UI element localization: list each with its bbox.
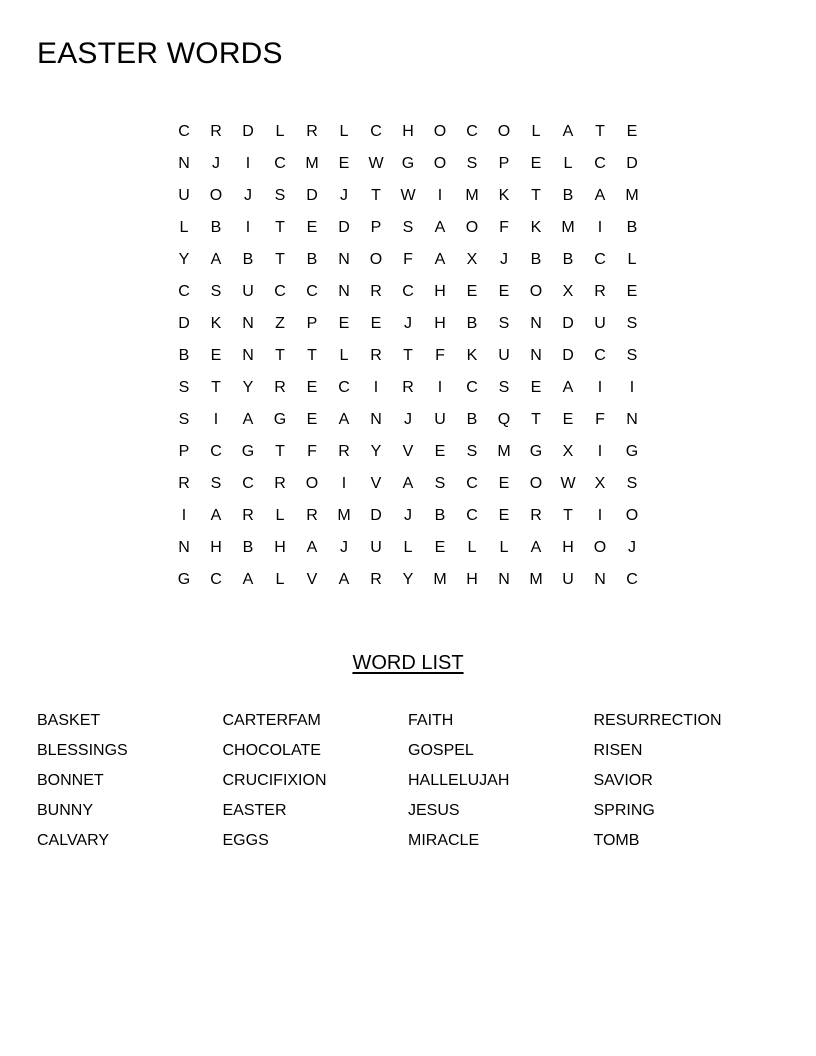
- grid-letter: E: [434, 539, 446, 556]
- grid-letter: V: [306, 571, 318, 588]
- word-list-item: FAITH: [408, 712, 454, 729]
- grid-letter: O: [209, 187, 223, 204]
- word-list-item: EASTER: [222, 802, 287, 819]
- grid-letter: T: [275, 251, 285, 268]
- grid-letter: E: [498, 507, 510, 524]
- grid-letter: K: [466, 347, 478, 364]
- grid-letter: T: [307, 347, 317, 364]
- grid-letter: U: [594, 315, 606, 332]
- grid-letter: E: [338, 155, 350, 172]
- grid-letter: A: [530, 539, 542, 556]
- grid-letter: S: [626, 347, 638, 364]
- grid-row: [168, 372, 648, 404]
- grid-letter: C: [594, 155, 606, 172]
- grid-letter: B: [562, 251, 574, 268]
- grid-letter: R: [370, 571, 382, 588]
- grid-letter: W: [560, 475, 576, 492]
- grid-letter: I: [597, 219, 603, 236]
- grid-letter: U: [242, 283, 254, 300]
- grid-letter: D: [562, 315, 574, 332]
- grid-letter: L: [339, 123, 349, 140]
- grid-letter: U: [370, 539, 382, 556]
- word-list-item: CHOCOLATE: [222, 742, 321, 759]
- grid-letter: Y: [242, 379, 254, 396]
- word-list-item: CARTERFAM: [222, 712, 321, 729]
- grid-letter: K: [498, 187, 510, 204]
- grid-letter: C: [466, 475, 478, 492]
- grid-row: [168, 564, 648, 596]
- grid-letter: K: [210, 315, 222, 332]
- grid-letter: B: [466, 411, 478, 428]
- grid-letter: D: [338, 219, 350, 236]
- grid-letter: S: [402, 219, 414, 236]
- grid-letter: C: [370, 123, 382, 140]
- grid-letter: W: [400, 187, 416, 204]
- word-list-item: RISEN: [593, 742, 643, 759]
- grid-letter: Y: [178, 251, 190, 268]
- grid-letter: M: [305, 155, 319, 172]
- grid-letter: S: [498, 315, 510, 332]
- grid-letter: G: [273, 411, 287, 428]
- grid-letter: A: [434, 251, 446, 268]
- word-list-item: TOMB: [593, 832, 640, 849]
- grid-letter: C: [338, 379, 350, 396]
- grid-letter: N: [594, 571, 606, 588]
- grid-letter: C: [466, 507, 478, 524]
- grid-letter: O: [465, 219, 479, 236]
- grid-letter: L: [339, 347, 349, 364]
- grid-letter: N: [178, 539, 190, 556]
- grid-letter: B: [434, 507, 446, 524]
- grid-letter: E: [434, 443, 446, 460]
- grid-letter: C: [626, 571, 638, 588]
- word-list-heading-text: WORD LIST: [352, 652, 464, 674]
- grid-letter: S: [274, 187, 286, 204]
- grid-letter: C: [274, 155, 286, 172]
- grid-row: [168, 468, 648, 500]
- grid-row: [168, 308, 648, 340]
- grid-letter: M: [337, 507, 351, 524]
- grid-letter: J: [212, 155, 220, 172]
- grid-letter: H: [210, 539, 222, 556]
- grid-letter: N: [242, 347, 254, 364]
- grid-letter: R: [370, 347, 382, 364]
- grid-row: [168, 276, 648, 308]
- grid-letter: L: [403, 539, 413, 556]
- grid-letter: I: [597, 507, 603, 524]
- grid-letter: C: [274, 283, 286, 300]
- grid-letter: O: [529, 475, 543, 492]
- grid-letter: X: [594, 475, 606, 492]
- grid-letter: C: [466, 123, 478, 140]
- grid-letter: R: [370, 283, 382, 300]
- word-list-item: RESURRECTION: [593, 712, 722, 729]
- grid-letter: L: [563, 155, 573, 172]
- grid-letter: E: [498, 283, 510, 300]
- grid-letter: B: [466, 315, 478, 332]
- word-list-heading: [0, 649, 816, 677]
- grid-letter: S: [626, 315, 638, 332]
- grid-letter: E: [530, 155, 542, 172]
- grid-letter: A: [402, 475, 414, 492]
- grid-letter: C: [402, 283, 414, 300]
- grid-letter: R: [210, 123, 222, 140]
- grid-letter: U: [562, 571, 574, 588]
- grid-letter: D: [370, 507, 382, 524]
- grid-letter: N: [178, 155, 190, 172]
- grid-letter: D: [306, 187, 318, 204]
- grid-letter: Q: [497, 411, 511, 428]
- word-list-item: EGGS: [222, 832, 269, 849]
- grid-letter: L: [275, 123, 285, 140]
- grid-letter: B: [562, 187, 574, 204]
- grid-letter: U: [434, 411, 446, 428]
- grid-letter: N: [338, 283, 350, 300]
- grid-letter: B: [306, 251, 318, 268]
- grid-letter: A: [338, 411, 350, 428]
- grid-letter: M: [529, 571, 543, 588]
- word-list-item: BUNNY: [37, 802, 94, 819]
- grid-letter: N: [370, 411, 382, 428]
- grid-letter: H: [434, 283, 446, 300]
- grid-letter: T: [595, 123, 605, 140]
- grid-letter: R: [306, 507, 318, 524]
- grid-letter: O: [433, 123, 447, 140]
- grid-row: [168, 500, 648, 532]
- grid-letter: I: [437, 187, 443, 204]
- grid-row: [168, 244, 648, 276]
- grid-letter: P: [306, 315, 318, 332]
- grid-letter: O: [625, 507, 639, 524]
- grid-letter: J: [340, 187, 348, 204]
- grid-letter: J: [404, 507, 412, 524]
- grid-row: [168, 212, 648, 244]
- grid-letter: L: [627, 251, 637, 268]
- grid-letter: R: [274, 379, 286, 396]
- grid-letter: J: [500, 251, 508, 268]
- grid-letter: I: [245, 219, 251, 236]
- grid-letter: S: [466, 155, 478, 172]
- word-list-item: CRUCIFIXION: [222, 772, 327, 789]
- grid-letter: E: [306, 411, 318, 428]
- grid-letter: J: [404, 315, 412, 332]
- grid-letter: S: [178, 379, 190, 396]
- grid-letter: G: [177, 571, 191, 588]
- grid-letter: O: [369, 251, 383, 268]
- grid-letter: S: [434, 475, 446, 492]
- grid-letter: T: [531, 411, 541, 428]
- grid-letter: R: [306, 123, 318, 140]
- grid-letter: T: [563, 507, 573, 524]
- grid-letter: A: [210, 507, 222, 524]
- grid-letter: I: [245, 155, 251, 172]
- grid-letter: A: [306, 539, 318, 556]
- grid-letter: L: [275, 507, 285, 524]
- grid-letter: P: [498, 155, 510, 172]
- grid-row: [168, 404, 648, 436]
- grid-letter: P: [370, 219, 382, 236]
- grid-letter: G: [529, 443, 543, 460]
- grid-letter: J: [244, 187, 252, 204]
- grid-letter: B: [210, 219, 222, 236]
- grid-letter: E: [498, 475, 510, 492]
- grid-letter: M: [497, 443, 511, 460]
- grid-letter: A: [338, 571, 350, 588]
- grid-letter: T: [275, 347, 285, 364]
- grid-row: [168, 116, 648, 148]
- grid-row: [168, 436, 648, 468]
- grid-letter: L: [531, 123, 541, 140]
- grid-letter: C: [210, 443, 222, 460]
- grid-letter: C: [306, 283, 318, 300]
- page-title: EASTER WORDS: [37, 37, 283, 70]
- grid-letter: G: [401, 155, 415, 172]
- grid-letter: H: [402, 123, 414, 140]
- grid-letter: A: [434, 219, 446, 236]
- grid-letter: R: [594, 283, 606, 300]
- grid-letter: S: [498, 379, 510, 396]
- grid-letter: R: [338, 443, 350, 460]
- grid-letter: N: [338, 251, 350, 268]
- grid-letter: F: [403, 251, 413, 268]
- word-list-item: BONNET: [37, 772, 104, 789]
- grid-row: [168, 148, 648, 180]
- grid-letter: E: [338, 315, 350, 332]
- grid-letter: E: [210, 347, 222, 364]
- word-list-item: CALVARY: [37, 832, 110, 849]
- grid-letter: E: [562, 411, 574, 428]
- grid-letter: X: [466, 251, 478, 268]
- grid-letter: R: [402, 379, 414, 396]
- grid-letter: X: [562, 283, 574, 300]
- grid-letter: M: [561, 219, 575, 236]
- grid-letter: S: [466, 443, 478, 460]
- grid-letter: R: [178, 475, 190, 492]
- grid-row: [168, 532, 648, 564]
- grid-letter: T: [371, 187, 381, 204]
- grid-letter: Y: [370, 443, 382, 460]
- grid-letter: S: [210, 283, 222, 300]
- grid-letter: D: [562, 347, 574, 364]
- grid-letter: A: [242, 411, 254, 428]
- grid-letter: I: [629, 379, 635, 396]
- grid-letter: E: [626, 123, 638, 140]
- grid-letter: C: [466, 379, 478, 396]
- word-list-item: MIRACLE: [408, 832, 480, 849]
- grid-letter: A: [594, 187, 606, 204]
- grid-letter: E: [466, 283, 478, 300]
- grid-letter: H: [562, 539, 574, 556]
- grid-letter: F: [435, 347, 445, 364]
- word-list: [37, 706, 779, 856]
- grid-letter: V: [370, 475, 382, 492]
- grid-letter: K: [530, 219, 542, 236]
- grid-letter: R: [242, 507, 254, 524]
- grid-letter: T: [275, 219, 285, 236]
- word-list-item: JESUS: [408, 802, 460, 819]
- grid-letter: R: [274, 475, 286, 492]
- grid-row: [168, 340, 648, 372]
- grid-letter: B: [530, 251, 542, 268]
- grid-letter: S: [210, 475, 222, 492]
- grid-letter: E: [626, 283, 638, 300]
- word-list-item: SAVIOR: [593, 772, 653, 789]
- grid-letter: O: [529, 283, 543, 300]
- grid-letter: O: [433, 155, 447, 172]
- word-list-item: HALLELUJAH: [408, 772, 510, 789]
- grid-letter: I: [597, 443, 603, 460]
- grid-letter: U: [178, 187, 190, 204]
- grid-letter: O: [497, 123, 511, 140]
- grid-letter: F: [499, 219, 509, 236]
- word-list-column: [594, 706, 780, 856]
- grid-letter: W: [368, 155, 384, 172]
- grid-letter: F: [595, 411, 605, 428]
- grid-letter: E: [306, 219, 318, 236]
- word-list-item: BASKET: [37, 712, 101, 729]
- grid-letter: L: [275, 571, 285, 588]
- grid-letter: C: [242, 475, 254, 492]
- grid-letter: M: [433, 571, 447, 588]
- grid-letter: E: [370, 315, 382, 332]
- word-list-column: [37, 706, 223, 856]
- grid-letter: T: [531, 187, 541, 204]
- grid-letter: N: [498, 571, 510, 588]
- word-search-grid: [168, 116, 648, 596]
- grid-letter: H: [274, 539, 286, 556]
- grid-letter: Z: [275, 315, 285, 332]
- grid-letter: B: [178, 347, 190, 364]
- grid-letter: H: [466, 571, 478, 588]
- grid-letter: A: [562, 379, 574, 396]
- grid-letter: C: [594, 251, 606, 268]
- grid-letter: C: [594, 347, 606, 364]
- word-list-item: SPRING: [593, 802, 655, 819]
- grid-letter: V: [402, 443, 414, 460]
- grid-letter: G: [241, 443, 255, 460]
- grid-letter: I: [437, 379, 443, 396]
- grid-letter: L: [467, 539, 477, 556]
- grid-letter: P: [178, 443, 190, 460]
- grid-letter: T: [403, 347, 413, 364]
- grid-letter: L: [499, 539, 509, 556]
- grid-letter: C: [178, 123, 190, 140]
- grid-letter: F: [307, 443, 317, 460]
- grid-letter: O: [305, 475, 319, 492]
- grid-letter: C: [210, 571, 222, 588]
- grid-letter: N: [626, 411, 638, 428]
- grid-letter: C: [178, 283, 190, 300]
- grid-letter: I: [597, 379, 603, 396]
- grid-letter: R: [530, 507, 542, 524]
- grid-letter: N: [530, 347, 542, 364]
- grid-letter: B: [626, 219, 638, 236]
- grid-letter: O: [593, 539, 607, 556]
- grid-letter: I: [373, 379, 379, 396]
- grid-letter: E: [306, 379, 318, 396]
- grid-letter: M: [625, 187, 639, 204]
- grid-letter: D: [178, 315, 190, 332]
- grid-letter: I: [213, 411, 219, 428]
- grid-letter: J: [404, 411, 412, 428]
- grid-letter: E: [530, 379, 542, 396]
- grid-letter: N: [242, 315, 254, 332]
- grid-letter: J: [340, 539, 348, 556]
- grid-letter: T: [211, 379, 221, 396]
- word-list-item: BLESSINGS: [37, 742, 128, 759]
- grid-letter: S: [626, 475, 638, 492]
- grid-letter: I: [181, 507, 187, 524]
- grid-letter: A: [210, 251, 222, 268]
- grid-letter: D: [242, 123, 254, 140]
- grid-letter: S: [178, 411, 190, 428]
- grid-letter: A: [562, 123, 574, 140]
- grid-row: [168, 180, 648, 212]
- word-list-column: [408, 706, 594, 856]
- word-list-item: GOSPEL: [408, 742, 474, 759]
- grid-letter: U: [498, 347, 510, 364]
- grid-letter: B: [242, 251, 254, 268]
- grid-letter: J: [628, 539, 636, 556]
- grid-letter: B: [242, 539, 254, 556]
- grid-letter: X: [562, 443, 574, 460]
- grid-letter: T: [275, 443, 285, 460]
- grid-letter: N: [530, 315, 542, 332]
- grid-letter: D: [626, 155, 638, 172]
- word-list-column: [223, 706, 409, 856]
- grid-letter: Y: [402, 571, 414, 588]
- grid-letter: G: [625, 443, 639, 460]
- grid-letter: I: [341, 475, 347, 492]
- grid-letter: M: [465, 187, 479, 204]
- grid-letter: A: [242, 571, 254, 588]
- grid-letter: L: [179, 219, 189, 236]
- grid-letter: H: [434, 315, 446, 332]
